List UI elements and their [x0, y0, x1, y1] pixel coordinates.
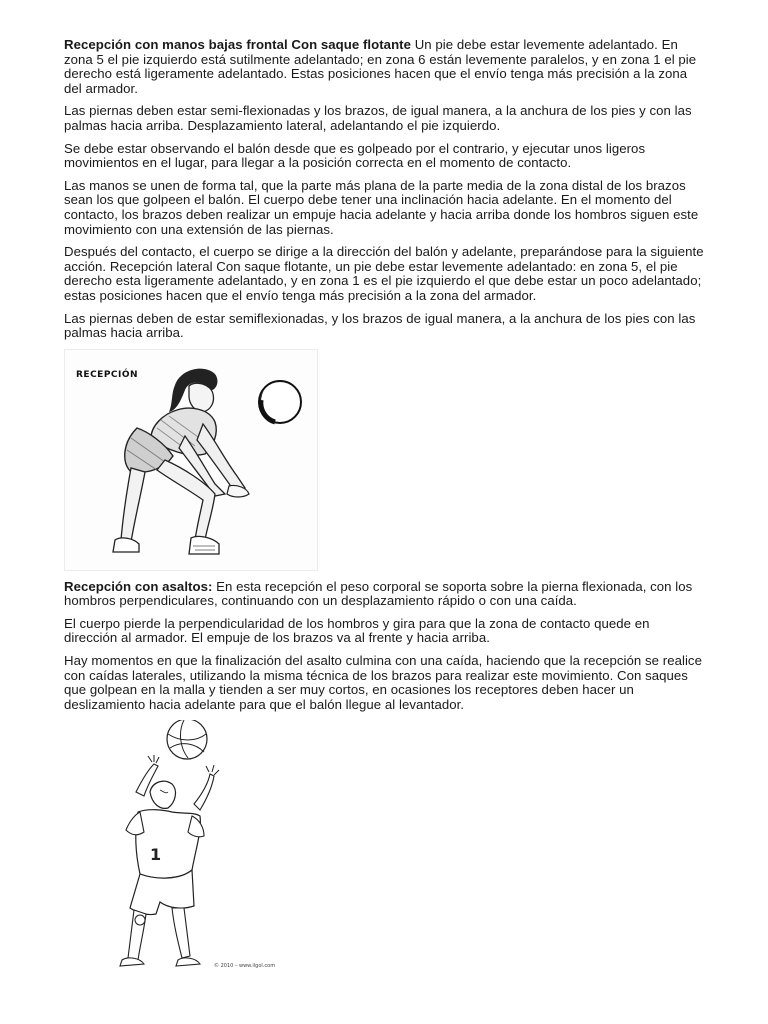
paragraph-7	[64, 580, 704, 609]
paragraph-1	[64, 38, 704, 96]
volleyball-icon	[167, 720, 207, 759]
illustration-label: RECEPCIÓN	[76, 369, 139, 380]
paragraph-4: Las manos se unen de forma tal, que la parte más plana de la parte media de la zona distal de los brazos sean los que golpeen el balón. El cuerpo debe tener una inclinación hacia adelante. En el momento del contacto, los brazos deben realizar un empuje hacia adelante y hacia arriba donde los hombros siguen este movimiento con una extensión de las piernas.	[64, 177, 699, 237]
heading-recepcion-asaltos: Recepción con asaltos:	[64, 578, 213, 594]
overhead-pass-illustration	[64, 720, 284, 984]
heading-recepcion-frontal: Recepción con manos bajas frontal Con saque flotante	[64, 37, 412, 52]
paragraph-1-text: Un pie debe estar levemente adelantado. En zona 5 el pie izquierdo está sutilmente adelantado; en zona 6 están levemente paralelos, y en zona 1 el pie derecho está ligeramente adelantado. Estas posiciones hacen que el envío tenga más precisión a la zona del armador.	[64, 37, 697, 96]
player-overhead-drawing	[64, 720, 284, 976]
paragraph-6: Las piernas deben de estar semiflexionadas, y los brazos de igual manera, a la anchura de los pies con las palmas hacia arriba.	[64, 310, 696, 341]
paragraph-3: Se debe estar observando el balón desde que es golpeado por el contrario, y ejecutar unos ligeros movimientos en el lugar, para llegar a la posición correcta en el momento de contacto.	[64, 140, 646, 171]
reception-illustration	[64, 349, 318, 571]
document-page	[64, 38, 704, 984]
paragraph-9: Hay momentos en que la finalización del asalto culmina con una caída, haciendo que la recepción se realice con caídas laterales, utilizando la misma técnica de los brazos para realizar este movimiento. Con saques que golpean en la malla y tienden a ser muy cortos, en ocasiones los receptores deben hacer un deslizamiento hacia adelante para que el balón llegue al levantador.	[64, 653, 702, 712]
paragraph-5: Después del contacto, el cuerpo se dirige a la dirección del balón y adelante, preparándose para la siguiente acción. Recepción lateral Con saque flotante, un pie debe estar levemente adelantado: en zona 5, el pie derecho esta ligeramente adelantado, y en zona 1 es el pie izquierdo el que debe estar un poco adelantado; estas posiciones hacen que el envío tenga más precisión a la zona del armador.	[64, 244, 704, 303]
player-reception-drawing	[65, 350, 317, 570]
jersey-number: 1	[150, 845, 162, 865]
paragraph-2: Las piernas deben estar semi-flexionadas y los brazos, de igual manera, a la anchura de los pies y con las palmas hacia arriba. Desplazamiento lateral, adelantando el pie izquierdo.	[64, 103, 692, 133]
image-caption: © 2010 – www.ilgol.com	[214, 963, 276, 970]
paragraph-8: El cuerpo pierde la perpendicularidad de los hombros y gira para que la zona de contacto quede en dirección al armador. El empuje de los brazos va al frente y hacia arriba.	[64, 615, 650, 646]
paragraph-7-text: En esta recepción el peso corporal se soporta sobre la pierna flexionada, con los hombros perpendiculares, continuando con un desplazamiento rápido o con una caída.	[64, 578, 693, 609]
volleyball-icon	[259, 381, 301, 423]
